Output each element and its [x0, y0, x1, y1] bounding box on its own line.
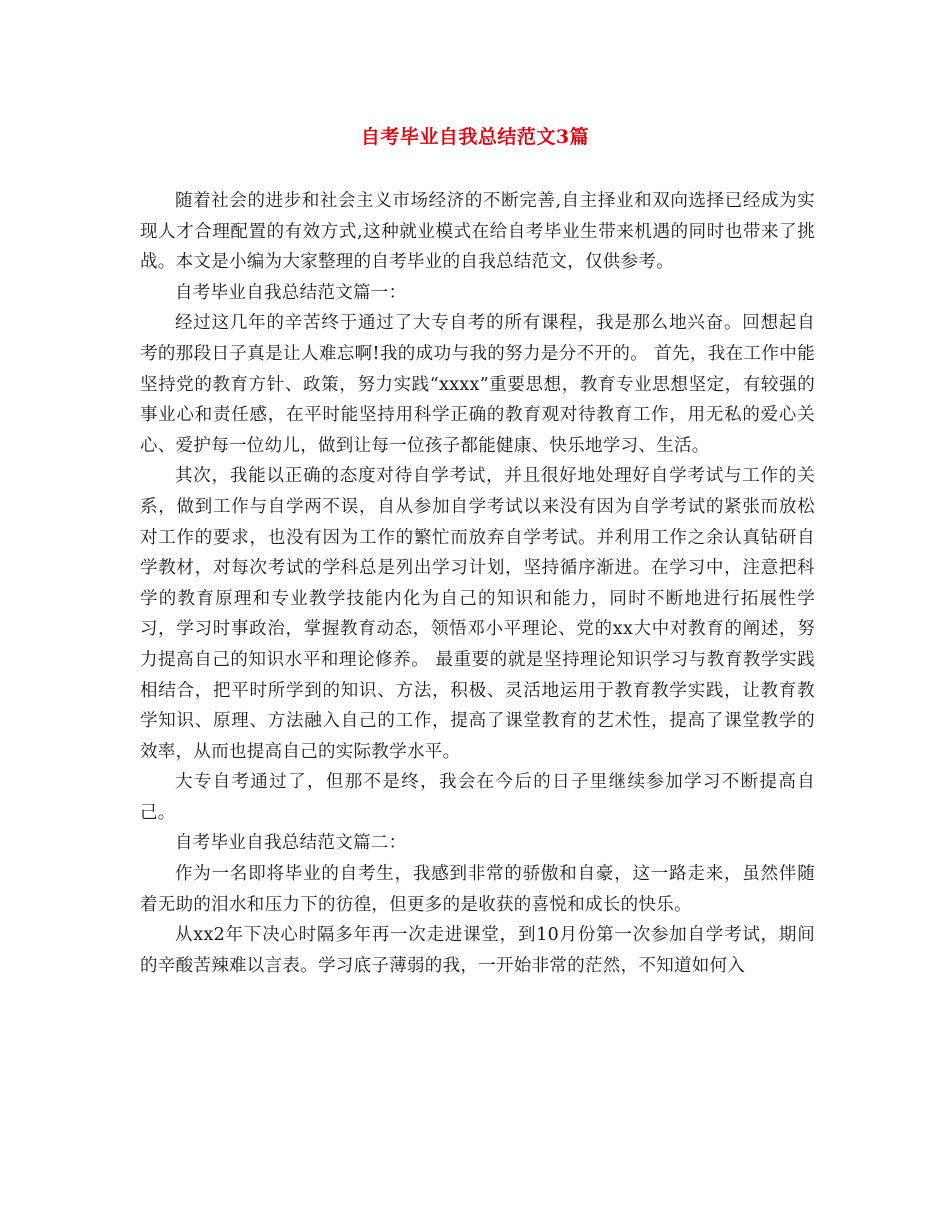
document-body: [140, 186, 815, 981]
paragraph: 作为一名即将毕业的自考生，我感到非常的骄傲和自豪，这一路走来，虽然伴随着无助的泪水和压力下的彷徨，但更多的是收获的喜悦和成长的快乐。: [140, 864, 815, 915]
document-title: 自考毕业自我总结范文3篇: [360, 126, 590, 148]
paragraph: 经过这几年的辛苦终于通过了大专自考的所有课程，我是那么地兴奋。回想起自考的那段日子真是让人难忘啊!我的成功与我的努力是分不开的。 首先，我在工作中能坚持党的教育方针、政策，努力实践“xxxx”重要思想，教育专业思想坚定，有较强的事业心和责任感，在平时能坚持用科学正确的教育观对待教育工作，用无私的爱心关心、爱护每一位幼儿，做到让每一位孩子都能健康、快乐地学习、生活。: [140, 313, 815, 456]
section-heading: 自考毕业自我总结范文篇一：: [175, 282, 407, 303]
paragraph: 大专自考通过了，但那不是终，我会在今后的日子里继续参加学习不断提高自己。: [140, 772, 815, 823]
paragraph: 随着社会的进步和社会主义市场经济的不断完善,自主择业和双向选择已经成为实现人才合理配置的有效方式,这种就业模式在给自考毕业生带来机遇的同时也带来了挑战。本文是小编为大家整理的自考毕业的自我总结范文，仅供参考。: [140, 191, 815, 273]
paragraph: 从xx2年下决心时隔多年再一次走进课堂，到10月份第一次参加自学考试，期间的辛酸苦辣难以言表。学习底子薄弱的我，一开始非常的茫然，不知道如何入: [140, 925, 815, 976]
section-heading: 自考毕业自我总结范文篇二：: [175, 833, 407, 854]
paragraph: 其次，我能以正确的态度对待自学考试，并且很好地处理好自学考试与工作的关系，做到工作与自学两不误，自从参加自学考试以来没有因为自学考试的紧张而放松对工作的要求，也没有因为工作的繁忙而放弃自学考试。并利用工作之余认真钻研自学教材，对每次考试的学科总是列出学习计划，坚持循序渐进。在学习中，注意把科学的教育原理和专业教学技能内化为自己的知识和能力，同时不断地进行拓展性学习，学习时事政治，掌握教育动态，领悟邓小平理论、党的xx大中对教育的阐述，努力提高自己的知识水平和理论修养。 最重要的就是坚持理论知识学习与教育教学实践相结合，把平时所学到的知识、方法，积极、灵活地运用于教育教学实践，让教育教学知识、原理、方法融入自己的工作，提高了课堂教育的艺术性，提高了课堂教学的效率，从而也提高自己的实际教学水平。: [140, 466, 815, 762]
